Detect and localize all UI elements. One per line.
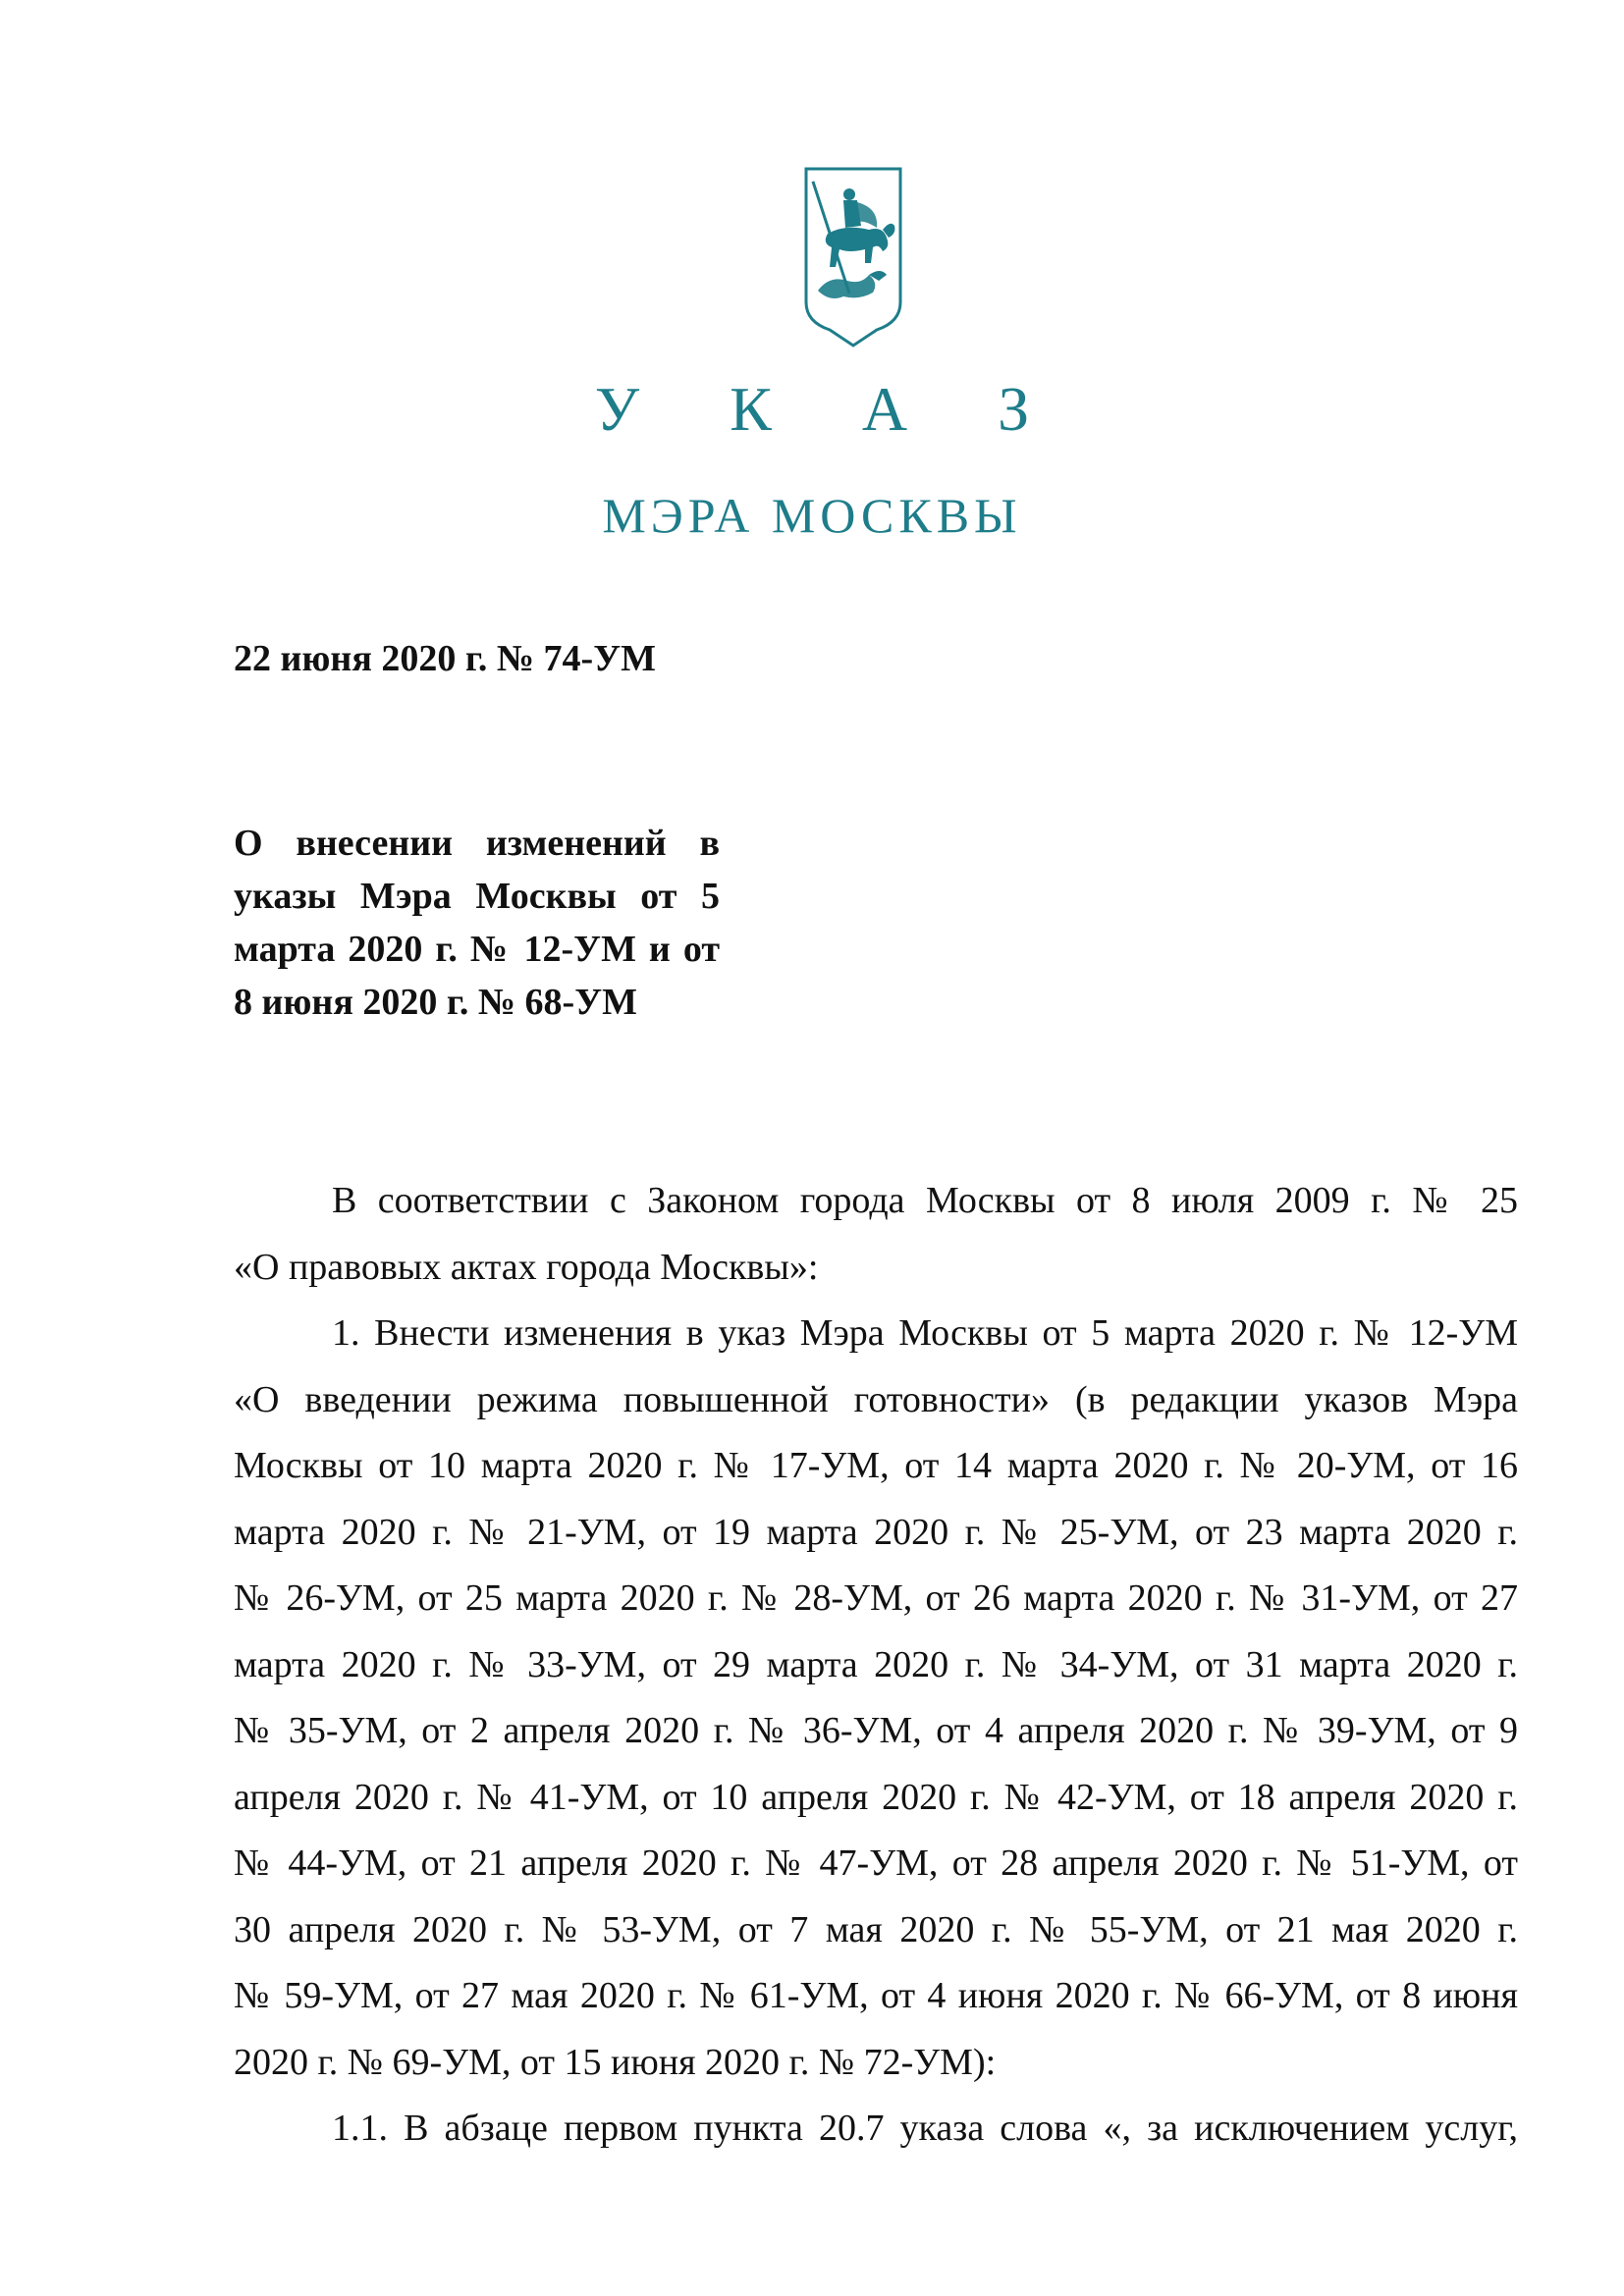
body-line: № 26-УМ, от 25 марта 2020 г. № 28-УМ, от 26 марта 2020 г. № 31-УМ, от 27: [234, 1577, 1518, 1619]
moscow-coat-of-arms-icon: [800, 165, 906, 351]
decree-title: У К А З: [594, 374, 1067, 444]
subject-line: марта 2020 г. № 12-УМ и от: [234, 929, 720, 970]
body-line: 30 апреля 2020 г. № 53-УМ, от 7 мая 2020 г. № 55-УМ, от 21 мая 2020 г.: [234, 1908, 1518, 1950]
subject-line: О внесении изменений в: [234, 823, 720, 864]
body-line: Москвы от 10 марта 2020 г. № 17-УМ, от 14 марта 2020 г. № 20-УМ, от 16: [234, 1445, 1518, 1486]
body-line: № 44-УМ, от 21 апреля 2020 г. № 47-УМ, от 28 апреля 2020 г. № 51-УМ, от: [234, 1842, 1518, 1884]
subject-line: 8 июня 2020 г. № 68-УМ: [234, 982, 637, 1023]
body-line: № 59-УМ, от 27 мая 2020 г. № 61-УМ, от 4 июня 2020 г. № 66-УМ, от 8 июня: [234, 1975, 1518, 2016]
body-line: марта 2020 г. № 21-УМ, от 19 марта 2020 г. № 25-УМ, от 23 марта 2020 г.: [234, 1511, 1518, 1553]
body-line: марта 2020 г. № 33-УМ, от 29 марта 2020 г. № 34-УМ, от 31 марта 2020 г.: [234, 1643, 1518, 1685]
body-line: апреля 2020 г. № 41-УМ, от 10 апреля 2020 г. № 42-УМ, от 18 апреля 2020 г.: [234, 1776, 1518, 1818]
body-line: 1.1. В абзаце первом пункта 20.7 указа слова «, за исключением услуг,: [332, 2108, 1518, 2149]
document-body: [234, 1168, 1518, 2163]
body-line: В соответствии с Законом города Москвы от 8 июля 2009 г. № 25: [332, 1180, 1518, 1221]
document-number-date: 22 июня 2020 г. № 74-УМ: [234, 638, 656, 679]
body-line: 2020 г. № 69-УМ, от 15 июня 2020 г. № 72-УМ):: [234, 2041, 997, 2083]
decree-subtitle: МЭРА МОСКВЫ: [602, 488, 1022, 543]
body-line: «О введении режима повышенной готовности» (в редакции указов Мэра: [234, 1378, 1518, 1420]
body-line: «О правовых актах города Москвы»:: [234, 1246, 819, 1288]
body-line: 1. Внести изменения в указ Мэра Москвы от 5 марта 2020 г. № 12-УМ: [332, 1312, 1518, 1354]
subject-line: указы Мэра Москвы от 5: [234, 876, 720, 917]
body-line: № 35-УМ, от 2 апреля 2020 г. № 36-УМ, от 4 апреля 2020 г. № 39-УМ, от 9: [234, 1710, 1518, 1751]
document-subject: [234, 817, 720, 1029]
